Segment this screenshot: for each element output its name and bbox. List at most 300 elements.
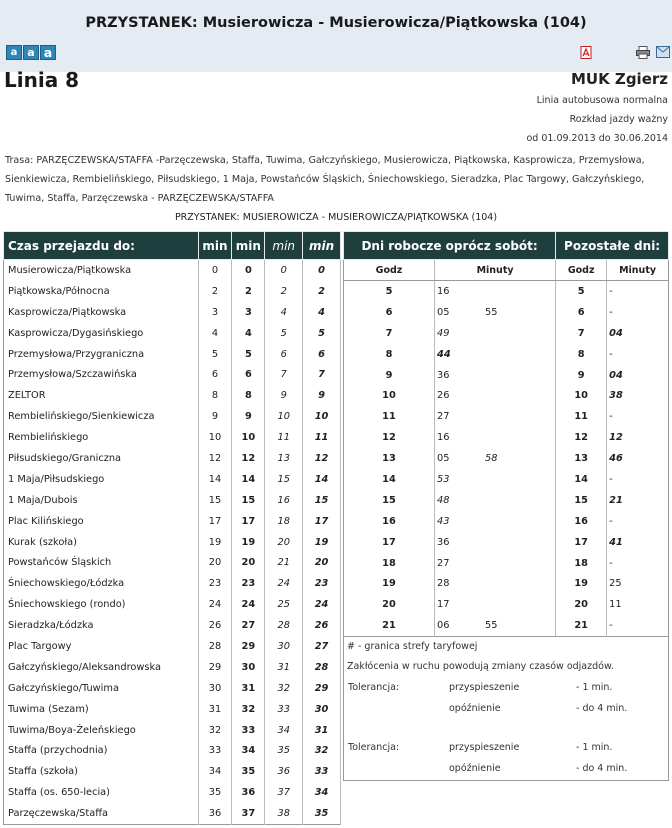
min-col2: 12 — [232, 448, 265, 469]
other-hour: 14 — [556, 469, 607, 490]
weekday-minute-1: 05 — [437, 453, 450, 465]
other-minute: - — [609, 306, 613, 318]
travel-row — [4, 427, 341, 448]
schedule-row — [344, 302, 669, 323]
stop-name: Sieradzka/Łódzka — [4, 615, 199, 636]
weekday-minute-1: 53 — [437, 473, 450, 485]
other-hour: 8 — [556, 344, 607, 365]
travel-header-min4: min — [303, 232, 341, 260]
departure-table — [343, 231, 669, 637]
other-minute: - — [609, 515, 613, 527]
tolerance-label: Tolerancja: — [348, 682, 400, 694]
schedule-row — [344, 511, 669, 532]
min-col4: 6 — [303, 344, 341, 365]
schedule-row — [344, 490, 669, 511]
min-col3: 33 — [265, 699, 303, 720]
other-minute: - — [609, 285, 613, 297]
other-minute: - — [609, 473, 613, 485]
line-name: Linia 8 — [4, 68, 80, 92]
weekday-hour: 16 — [344, 511, 435, 532]
other-minute: - — [609, 348, 613, 360]
font-medium-button[interactable]: a — [23, 45, 39, 60]
other-hour: 13 — [556, 448, 607, 469]
min-col2: 36 — [232, 782, 265, 803]
min-col1: 20 — [198, 552, 232, 573]
min-col1: 15 — [198, 490, 232, 511]
min-col1: 28 — [198, 636, 232, 657]
other-minute: 21 — [609, 494, 623, 506]
min-col3: 7 — [265, 364, 303, 385]
other-hour: 16 — [556, 511, 607, 532]
weekday-minute-2 — [485, 469, 555, 490]
weekday-hour: 13 — [344, 448, 435, 469]
stop-name: Tuwima (Sezam) — [4, 699, 199, 720]
min-col3: 37 — [265, 782, 303, 803]
schedule-row — [344, 573, 669, 594]
min-col3: 5 — [265, 323, 303, 344]
min-col3: 11 — [265, 427, 303, 448]
stop-name: Śniechowskiego/Łódzka — [4, 573, 199, 594]
travel-row — [4, 344, 341, 365]
schedule-row — [344, 532, 669, 553]
weekday-minute-2 — [485, 553, 555, 574]
stop-name: Plac Targowy — [4, 636, 199, 657]
min-col1: 24 — [198, 594, 232, 615]
weekday-minute-1: 28 — [437, 578, 450, 590]
travel-row — [4, 490, 341, 511]
weekday-header: Dni robocze oprócz sobót: — [344, 232, 556, 260]
min-col4: 17 — [303, 511, 341, 532]
min-col1: 19 — [198, 532, 232, 553]
min-col3: 0 — [265, 260, 303, 281]
min-col2: 24 — [232, 594, 265, 615]
weekday-minute-2 — [485, 344, 555, 365]
other-days-header: Pozostałe dni: — [556, 232, 669, 260]
page-title: PRZYSTANEK: Musierowicza - Musierowicza/Piątkowska (104) — [85, 15, 587, 31]
page-header — [0, 0, 672, 72]
min-col2: 23 — [232, 573, 265, 594]
weekday-minute-1: 27 — [437, 411, 450, 423]
min-col2: 0 — [232, 260, 265, 281]
min-col3: 4 — [265, 302, 303, 323]
other-minute: 04 — [609, 327, 623, 339]
travel-row — [4, 699, 341, 720]
min-col3: 18 — [265, 511, 303, 532]
other-minute: - — [609, 411, 613, 423]
weekday-minute-2 — [485, 427, 555, 448]
min-col1: 2 — [198, 281, 232, 302]
other-minute: 11 — [609, 599, 622, 611]
other-hour: 10 — [556, 385, 607, 406]
travel-row — [4, 364, 341, 385]
min-col4: 26 — [303, 615, 341, 636]
min-col3: 28 — [265, 615, 303, 636]
stop-name: Gałczyńskiego/Tuwima — [4, 678, 199, 699]
other-hour: 5 — [556, 281, 607, 302]
stop-name: Rembielińskiego — [4, 427, 199, 448]
min-col1: 32 — [198, 720, 232, 741]
travel-row — [4, 385, 341, 406]
schedule-row — [344, 594, 669, 615]
min-col2: 33 — [232, 720, 265, 741]
min-col3: 13 — [265, 448, 303, 469]
min-col3: 32 — [265, 678, 303, 699]
zone-note: # - granica strefy taryfowej — [347, 641, 478, 653]
schedule-row — [344, 323, 669, 344]
min-col4: 33 — [303, 761, 341, 782]
travel-row — [4, 281, 341, 302]
travel-time-table — [3, 231, 341, 825]
stop-name: Piątkowska/Północna — [4, 281, 199, 302]
min-col3: 34 — [265, 720, 303, 741]
weekday-minute-1: 05 — [437, 306, 450, 318]
min-col2: 35 — [232, 761, 265, 782]
travel-row — [4, 532, 341, 553]
min-col2: 31 — [232, 678, 265, 699]
travel-header-min3: min — [265, 232, 303, 260]
min-col4: 31 — [303, 720, 341, 741]
min-col4: 20 — [303, 552, 341, 573]
weekday-hour: 9 — [344, 365, 435, 386]
min-col2: 34 — [232, 740, 265, 761]
weekday-minute-1: 48 — [437, 494, 450, 506]
pdf-icon[interactable] — [580, 46, 592, 59]
other-minuty-label: Minuty — [607, 260, 669, 281]
other-hour: 17 — [556, 532, 607, 553]
schedule-row — [344, 344, 669, 365]
other-minute: 25 — [609, 578, 622, 590]
stop-name: Gałczyńskiego/Aleksandrowska — [4, 657, 199, 678]
late-value-2: - do 4 min. — [576, 763, 628, 775]
weekday-minute-1: 49 — [437, 327, 450, 339]
schedule-header-row — [344, 232, 669, 260]
min-col4: 23 — [303, 573, 341, 594]
line-type: Linia autobusowa normalna — [536, 95, 668, 106]
weekday-minute-2 — [485, 490, 555, 511]
travel-row — [4, 615, 341, 636]
travel-row — [4, 573, 341, 594]
other-minute: 46 — [609, 453, 623, 465]
other-hour: 12 — [556, 427, 607, 448]
other-hour: 9 — [556, 365, 607, 386]
min-col1: 10 — [198, 427, 232, 448]
travel-row — [4, 803, 341, 824]
travel-row — [4, 406, 341, 427]
schedule-row — [344, 281, 669, 302]
font-small-button[interactable]: a — [6, 45, 22, 60]
min-col4: 9 — [303, 385, 341, 406]
stop-name: Kasprowicza/Piątkowska — [4, 302, 199, 323]
min-col4: 7 — [303, 364, 341, 385]
weekday-hour: 10 — [344, 385, 435, 406]
stop-name: 1 Maja/Dubois — [4, 490, 199, 511]
weekday-minute-2 — [485, 323, 555, 344]
min-col2: 29 — [232, 636, 265, 657]
travel-row — [4, 448, 341, 469]
stop-name: Tuwima/Boya-Żeleńskiego — [4, 720, 199, 741]
weekday-minute-1: 36 — [437, 369, 450, 381]
min-col1: 34 — [198, 761, 232, 782]
min-col3: 6 — [265, 344, 303, 365]
min-col3: 16 — [265, 490, 303, 511]
min-col3: 21 — [265, 552, 303, 573]
other-hour: 11 — [556, 406, 607, 427]
valid-label: Rozkład jazdy ważny — [569, 114, 668, 125]
min-col2: 10 — [232, 427, 265, 448]
font-size-controls — [6, 45, 56, 60]
min-col4: 30 — [303, 699, 341, 720]
min-col3: 35 — [265, 740, 303, 761]
min-col2: 8 — [232, 385, 265, 406]
stop-name: Staffa (szkoła) — [4, 761, 199, 782]
travel-row — [4, 302, 341, 323]
min-col4: 10 — [303, 406, 341, 427]
min-col1: 36 — [198, 803, 232, 824]
stop-name: Piłsudskiego/Graniczna — [4, 448, 199, 469]
late-value: - do 4 min. — [576, 703, 628, 715]
travel-row — [4, 782, 341, 803]
weekday-hour: 7 — [344, 323, 435, 344]
weekday-hour: 19 — [344, 573, 435, 594]
email-icon[interactable] — [656, 46, 670, 58]
weekday-hour: 18 — [344, 553, 435, 574]
min-col4: 2 — [303, 281, 341, 302]
min-col1: 23 — [198, 573, 232, 594]
weekday-hour: 8 — [344, 344, 435, 365]
min-col3: 20 — [265, 532, 303, 553]
min-col1: 33 — [198, 740, 232, 761]
min-col1: 14 — [198, 469, 232, 490]
weekday-minute-2 — [485, 365, 555, 386]
travel-row — [4, 552, 341, 573]
stop-name: Staffa (os. 650-lecia) — [4, 782, 199, 803]
min-col3: 31 — [265, 657, 303, 678]
schedule-row — [344, 385, 669, 406]
other-minute: - — [609, 557, 613, 569]
weekday-minute-2 — [485, 573, 555, 594]
min-col4: 14 — [303, 469, 341, 490]
stop-subtitle: PRZYSTANEK: MUSIEROWICZA - MUSIEROWICZA/PIĄTKOWSKA (104) — [174, 212, 498, 223]
min-col4: 11 — [303, 427, 341, 448]
travel-row — [4, 260, 341, 281]
min-col2: 20 — [232, 552, 265, 573]
stop-name: Musierowicza/Piątkowska — [4, 260, 199, 281]
travel-row — [4, 511, 341, 532]
weekday-hour: 21 — [344, 615, 435, 636]
schedule-row — [344, 469, 669, 490]
min-col2: 37 — [232, 803, 265, 824]
min-col2: 30 — [232, 657, 265, 678]
stop-name: 1 Maja/Piłsudskiego — [4, 469, 199, 490]
weekday-godz-label: Godz — [344, 260, 435, 281]
min-col4: 12 — [303, 448, 341, 469]
travel-header-min1: min — [198, 232, 232, 260]
min-col1: 9 — [198, 406, 232, 427]
other-hour: 15 — [556, 490, 607, 511]
min-col4: 24 — [303, 594, 341, 615]
min-col4: 15 — [303, 490, 341, 511]
weekday-hour: 20 — [344, 594, 435, 615]
schedule-row — [344, 553, 669, 574]
weekday-minute-2: 55 — [485, 306, 498, 318]
valid-range: od 01.09.2013 do 30.06.2014 — [526, 133, 668, 144]
weekday-minute-2 — [485, 594, 555, 615]
other-minute: - — [609, 620, 613, 632]
weekday-minute-2 — [485, 281, 555, 302]
stop-name: Przemysłowa/Szczawińska — [4, 364, 199, 385]
company-name: MUK Zgierz — [570, 70, 668, 88]
min-col2: 2 — [232, 281, 265, 302]
travel-row — [4, 761, 341, 782]
other-hour: 20 — [556, 594, 607, 615]
travel-header-row — [4, 232, 341, 260]
min-col3: 9 — [265, 385, 303, 406]
min-col3: 24 — [265, 573, 303, 594]
other-minute: 04 — [609, 369, 623, 381]
weekday-minute-1: 27 — [437, 557, 450, 569]
stop-name: Śniechowskiego (rondo) — [4, 594, 199, 615]
min-col2: 3 — [232, 302, 265, 323]
other-hour: 21 — [556, 615, 607, 636]
min-col4: 0 — [303, 260, 341, 281]
min-col1: 0 — [198, 260, 232, 281]
weekday-minute-2 — [485, 511, 555, 532]
other-minute: 12 — [609, 432, 623, 444]
other-hour: 18 — [556, 553, 607, 574]
weekday-hour: 5 — [344, 281, 435, 302]
min-col1: 35 — [198, 782, 232, 803]
early-label-2: przyspieszenie — [449, 742, 520, 754]
travel-row — [4, 323, 341, 344]
weekday-hour: 6 — [344, 302, 435, 323]
schedule-row — [344, 406, 669, 427]
min-col2: 27 — [232, 615, 265, 636]
weekday-minute-1: 26 — [437, 390, 450, 402]
stop-name: Rembielińskiego/Sienkiewicza — [4, 406, 199, 427]
schedule-row — [344, 365, 669, 386]
stop-name: Parzęczewska/Staffa — [4, 803, 199, 824]
min-col3: 25 — [265, 594, 303, 615]
weekday-hour: 12 — [344, 427, 435, 448]
late-label: opóźnienie — [449, 703, 501, 715]
stop-name: Powstańców Śląskich — [4, 552, 199, 573]
weekday-hour: 15 — [344, 490, 435, 511]
min-col4: 32 — [303, 740, 341, 761]
min-col1: 3 — [198, 302, 232, 323]
min-col4: 29 — [303, 678, 341, 699]
other-hour: 19 — [556, 573, 607, 594]
stop-name: Przemysłowa/Przygraniczna — [4, 344, 199, 365]
min-col1: 12 — [198, 448, 232, 469]
stop-name: Kurak (szkoła) — [4, 532, 199, 553]
min-col4: 27 — [303, 636, 341, 657]
min-col2: 14 — [232, 469, 265, 490]
other-godz-label: Godz — [556, 260, 607, 281]
weekday-minute-1: 16 — [437, 285, 450, 297]
min-col2: 5 — [232, 344, 265, 365]
stop-name: Staffa (przychodnia) — [4, 740, 199, 761]
weekday-minute-1: 44 — [437, 348, 451, 360]
stop-name: Kasprowicza/Dygasińskiego — [4, 323, 199, 344]
min-col2: 4 — [232, 323, 265, 344]
weekday-minute-1: 16 — [437, 432, 450, 444]
min-col2: 19 — [232, 532, 265, 553]
schedule-subheader-row — [344, 260, 669, 281]
early-label: przyspieszenie — [449, 682, 520, 694]
min-col4: 19 — [303, 532, 341, 553]
font-large-button[interactable]: a — [40, 45, 56, 60]
min-col4: 4 — [303, 302, 341, 323]
weekday-minute-2: 55 — [485, 620, 498, 632]
travel-row — [4, 594, 341, 615]
travel-row — [4, 678, 341, 699]
other-minute: 41 — [609, 536, 623, 548]
print-icon[interactable] — [636, 46, 650, 59]
min-col1: 31 — [198, 699, 232, 720]
tolerance-label-2: Tolerancja: — [348, 742, 400, 754]
min-col4: 28 — [303, 657, 341, 678]
min-col2: 32 — [232, 699, 265, 720]
other-minute: 38 — [609, 390, 623, 402]
min-col4: 35 — [303, 803, 341, 824]
schedule-row — [344, 448, 669, 469]
other-hour: 7 — [556, 323, 607, 344]
min-col1: 17 — [198, 511, 232, 532]
min-col2: 15 — [232, 490, 265, 511]
weekday-minute-1: 43 — [437, 515, 450, 527]
min-col3: 15 — [265, 469, 303, 490]
travel-header-stop: Czas przejazdu do: — [4, 232, 199, 260]
schedule-panel — [343, 231, 669, 781]
travel-row — [4, 636, 341, 657]
weekday-hour: 14 — [344, 469, 435, 490]
disruption-note: Zakłócenia w ruchu powodują zmiany czasów odjazdów. — [347, 661, 614, 673]
min-col2: 6 — [232, 364, 265, 385]
travel-row — [4, 469, 341, 490]
weekday-minuty-label: Minuty — [435, 260, 556, 281]
weekday-minute-2 — [485, 385, 555, 406]
late-label-2: opóźnienie — [449, 763, 501, 775]
min-col4: 34 — [303, 782, 341, 803]
min-col1: 26 — [198, 615, 232, 636]
early-value-2: - 1 min. — [576, 742, 613, 754]
min-col1: 8 — [198, 385, 232, 406]
min-col1: 6 — [198, 364, 232, 385]
min-col2: 17 — [232, 511, 265, 532]
min-col1: 29 — [198, 657, 232, 678]
weekday-hour: 17 — [344, 532, 435, 553]
early-value: - 1 min. — [576, 682, 613, 694]
min-col3: 36 — [265, 761, 303, 782]
travel-header-min2: min — [232, 232, 265, 260]
stop-name: ZELTOR — [4, 385, 199, 406]
min-col3: 10 — [265, 406, 303, 427]
min-col3: 2 — [265, 281, 303, 302]
weekday-minute-1: 17 — [437, 599, 450, 611]
min-col1: 30 — [198, 678, 232, 699]
min-col1: 5 — [198, 344, 232, 365]
min-col4: 5 — [303, 323, 341, 344]
travel-row — [4, 720, 341, 741]
min-col2: 9 — [232, 406, 265, 427]
schedule-row — [344, 427, 669, 448]
weekday-minute-1: 06 — [437, 620, 450, 632]
route-description: Trasa: PARZĘCZEWSKA/STAFFA -Parzęczewska, Staffa, Tuwima, Gałczyńskiego, Musierowicza, Piątkowska, Kasprowicza, Przemysłowa, Sienkiewicza, Rembielińskiego, Piłsudskiego, 1 Maja, Powstańców Śląskich, Śniechowskiego, Sieradzka, Plac Targowy, Gałczyńskiego, Tuwima, Staffa, Parzęczewska - PARZĘCZEWSKA/STAFFA — [5, 155, 645, 204]
min-col3: 38 — [265, 803, 303, 824]
travel-row — [4, 740, 341, 761]
weekday-hour: 11 — [344, 406, 435, 427]
min-col1: 4 — [198, 323, 232, 344]
